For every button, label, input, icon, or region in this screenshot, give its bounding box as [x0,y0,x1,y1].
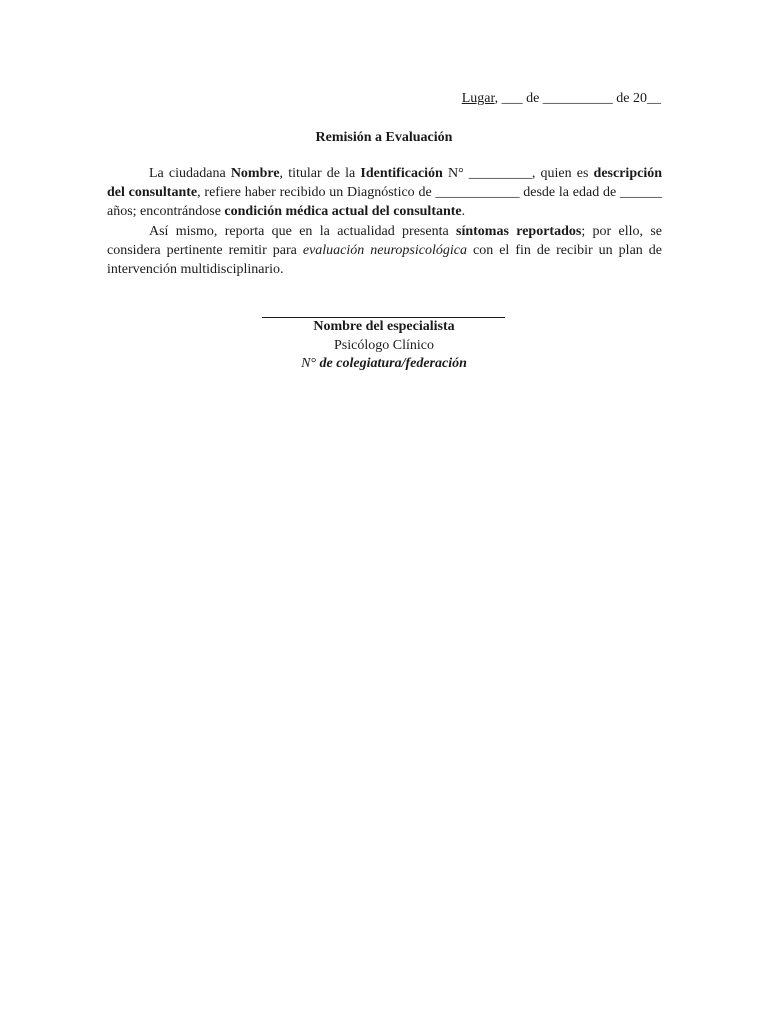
identification-label: Identificación [360,166,443,181]
text-run: Así mismo, reporta que en la actualidad presenta [149,223,457,239]
evaluation-type: evaluación neuropsicológica [302,242,467,258]
registration-prefix: N° [301,356,320,371]
text-run: N° _________, quien es [442,166,594,181]
paragraph-referral [107,164,662,222]
document-title: Remisión a Evaluación [315,130,453,145]
text-run: , refiere haber recibido un Diagnóstico de ____________ desde la edad de ______ años; encontrándose [107,185,662,220]
text-run: . [461,204,466,220]
text-run: La ciudadana [149,166,231,181]
paragraph-symptoms [107,222,662,280]
specialist-role: Psicólogo Clínico [334,337,434,353]
patient-description-field: descripción del consultante [107,166,662,201]
document-body [107,164,662,279]
place-date-line [462,90,661,108]
signature-block [0,318,768,374]
specialist-name: Nombre del especialista [313,319,455,334]
registration-number [0,355,768,374]
symptoms-field: síntomas reportados [456,223,582,239]
text-run: con el fin de recibir un plan de intervención multidisciplinario. [107,242,663,278]
place-field: Lugar [461,91,495,106]
text-run: ; por ello, se considera pertinente remitir para [107,223,662,258]
medical-condition-field: condición médica actual del consultante [224,204,462,220]
registration-label: de colegiatura/federación [319,356,467,371]
patient-name-field: Nombre [230,166,280,181]
text-run: , titular de la [279,166,361,181]
date-field: , ___ de __________ de 20__ [494,91,661,106]
